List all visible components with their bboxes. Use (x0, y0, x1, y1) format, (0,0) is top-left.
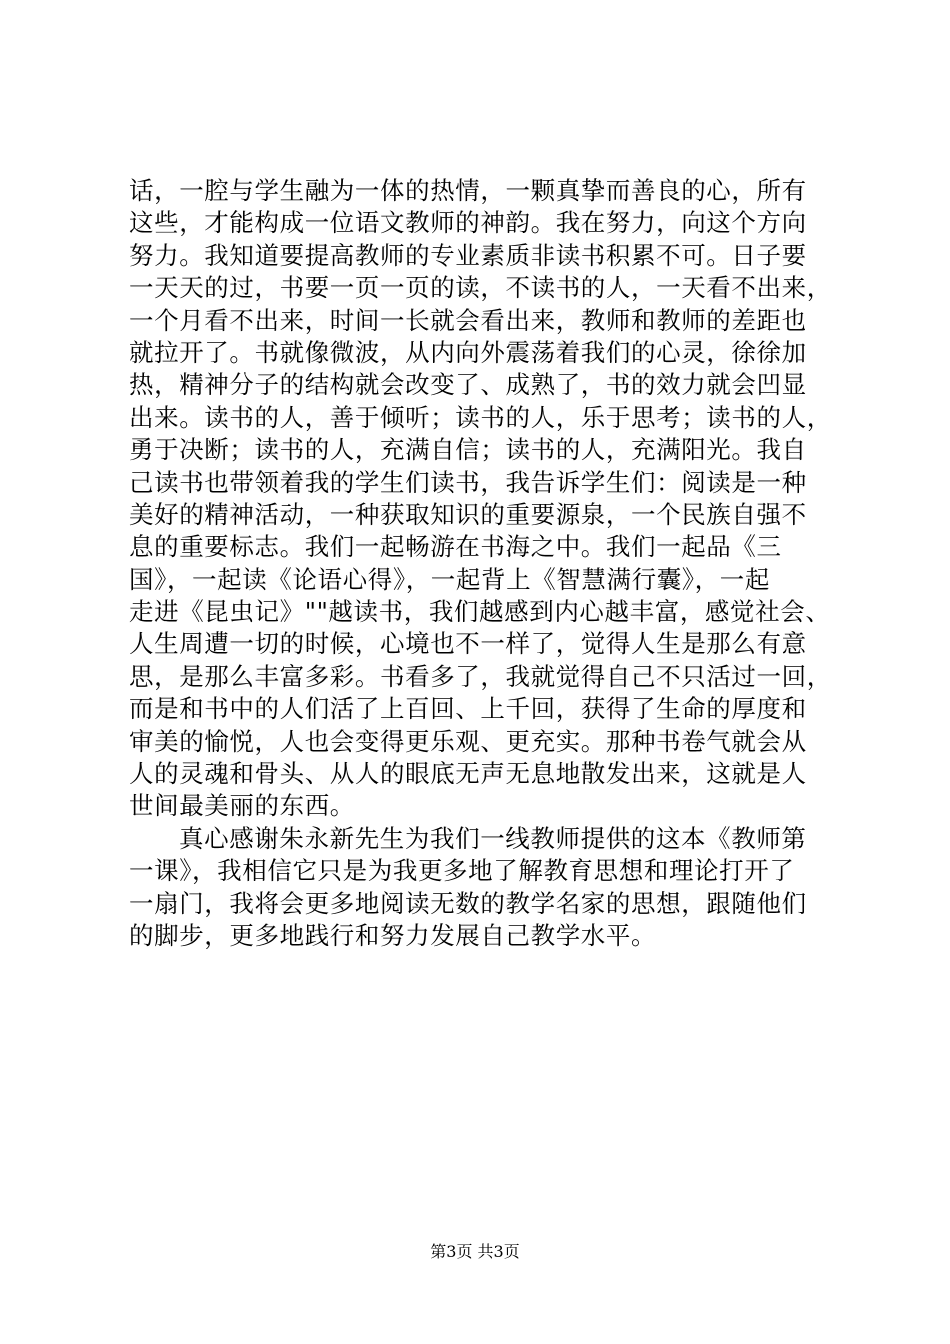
text-line: 勇于决断；读书的人，充满自信；读书的人，充满阳光。我自 (129, 435, 807, 465)
text-line: 国》，一起读《论语心得》，一起背上《智慧满行囊》，一起 (129, 564, 770, 594)
text-line: 己读书也带领着我的学生们读书，我告诉学生们：阅读是一种 (129, 467, 807, 497)
text-line: 审美的愉悦，人也会变得更乐观、更充实。那种书卷气就会从 (129, 726, 807, 756)
text-line: 的脚步，更多地践行和努力发展自己教学水平。 (129, 920, 657, 950)
text-line: 一天天的过，书要一页一页的读，不读书的人，一天看不出来， (129, 273, 832, 303)
text-line: 出来。读书的人，善于倾听；读书的人，乐于思考；读书的人， (129, 402, 832, 432)
text-line: 走进《昆虫记》""越读书，我们越感到内心越丰富，感觉社会、 (129, 597, 831, 627)
text-line: 美好的精神活动，一种获取知识的重要源泉，一个民族自强不 (129, 499, 807, 529)
paragraph-2 (129, 823, 829, 953)
paragraph-1 (129, 175, 832, 823)
text-line: 这些，才能构成一位语文教师的神韵。我在努力，向这个方向 (129, 208, 807, 238)
text-line: 热，精神分子的结构就会改变了、成熟了，书的效力就会凹显 (129, 370, 807, 400)
text-line: 就拉开了。书就像微波，从内向外震荡着我们的心灵，徐徐加 (129, 337, 807, 367)
text-line: 一扇门，我将会更多地阅读无数的教学名家的思想，跟随他们 (129, 888, 807, 918)
text-line: 真心感谢朱永新先生为我们一线教师提供的这本《教师第 (179, 823, 807, 853)
body-text (129, 175, 832, 952)
text-line: 人生周遭一切的时候，心境也不一样了，觉得人生是那么有意 (129, 629, 807, 659)
text-line: 而是和书中的人们活了上百回、上千回，获得了生命的厚度和 (129, 694, 807, 724)
text-line: 一课》，我相信它只是为我更多地了解教育思想和理论打开了 (129, 856, 795, 886)
text-line: 思，是那么丰富多彩。书看多了，我就觉得自己不只活过一回， (129, 661, 832, 691)
text-line: 息的重要标志。我们一起畅游在书海之中。我们一起品《三 (129, 532, 782, 562)
text-line: 世间最美丽的东西。 (129, 791, 355, 821)
text-line: 人的灵魂和骨头、从人的眼底无声无息地散发出来，这就是人 (129, 759, 807, 789)
page-number-footer: 第3页 共3页 (430, 1242, 520, 1261)
text-line: 一个月看不出来，时间一长就会看出来，教师和教师的差距也 (129, 305, 807, 335)
text-line: 努力。我知道要提高教师的专业素质非读书积累不可。日子要 (129, 240, 807, 270)
text-line: 话，一腔与学生融为一体的热情，一颗真挚而善良的心，所有 (129, 176, 807, 205)
